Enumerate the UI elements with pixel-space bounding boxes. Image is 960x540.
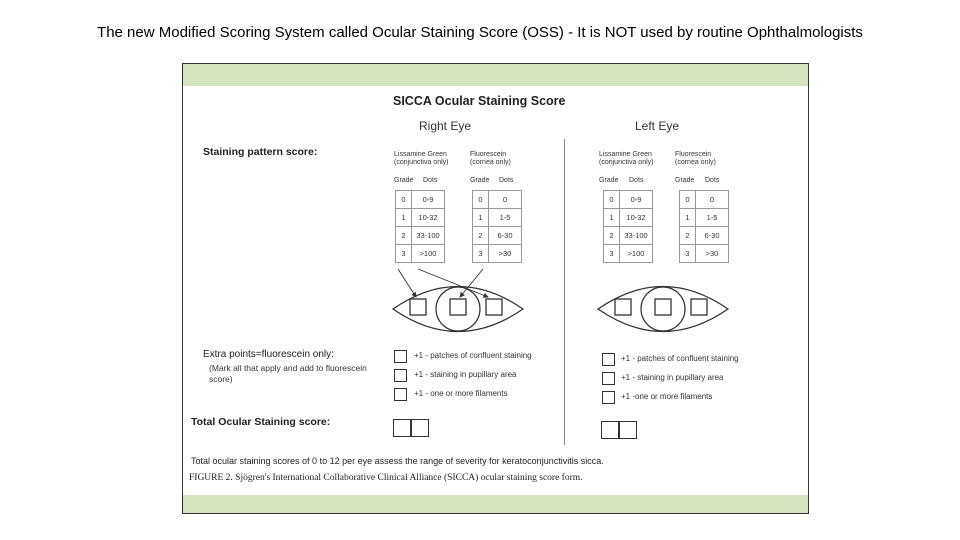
grade-cell: 3: [680, 245, 696, 263]
right-filaments-label: +1 - one or more filaments: [414, 389, 508, 398]
dots-cell: 6-30: [696, 227, 729, 245]
left-fluorescein-grade-head: Grade: [675, 177, 695, 184]
dots-cell: 33-100: [412, 227, 445, 245]
right-total-tens-box[interactable]: [393, 419, 411, 437]
grade-cell: 2: [680, 227, 696, 245]
right-confluent-label: +1 - patches of confluent staining: [414, 351, 532, 360]
nasal-conj-box: [615, 299, 631, 315]
form-title: SICCA Ocular Staining Score: [393, 94, 566, 108]
staining-pattern-label: Staining pattern score:: [203, 146, 318, 158]
dots-cell: 10-32: [620, 209, 653, 227]
table-row: [680, 227, 729, 245]
dots-cell: 0: [489, 191, 522, 209]
right-lissamine-dots-head: Dots: [423, 177, 438, 184]
left-fluorescein-dots-head: Dots: [705, 177, 720, 184]
left-fluorescein-table: [679, 190, 729, 263]
right-total-ones-box[interactable]: [411, 419, 429, 437]
temporal-conj-box: [410, 299, 426, 315]
slide-title: The new Modified Scoring System called Ocular Staining Score (OSS) - It is NOT used by routine Ophthalmologists: [97, 24, 863, 41]
dots-cell: 6-30: [489, 227, 522, 245]
total-score-label: Total Ocular Staining score:: [191, 416, 331, 428]
right-lissamine-header: Lissamine Green (conjunctiva only): [394, 151, 449, 166]
dots-cell: 0: [696, 191, 729, 209]
table-row: [680, 245, 729, 263]
arrow-nasal: [418, 269, 488, 297]
dots-cell: 33-100: [620, 227, 653, 245]
cornea-box: [450, 299, 466, 315]
dots-cell: 10-32: [412, 209, 445, 227]
figure-caption: FIGURE 2. Sjögren's International Collaborative Clinical Alliance (SICCA) ocular staining score form.: [189, 473, 583, 483]
grade-cell: 0: [396, 191, 412, 209]
grade-cell: 1: [396, 209, 412, 227]
left-total-ones-box[interactable]: [619, 421, 637, 439]
table-row: [396, 191, 445, 209]
temporal-conj-box: [691, 299, 707, 315]
right-confluent-checkbox[interactable]: [394, 350, 407, 363]
table-row: [604, 209, 653, 227]
grade-cell: 1: [473, 209, 489, 227]
dots-cell: 1-5: [489, 209, 522, 227]
figure-top-band: [183, 64, 808, 86]
grade-cell: 3: [396, 245, 412, 263]
summary-text: Total ocular staining scores of 0 to 12 per eye assess the range of severity for keratoconjunctivitis sicca.: [191, 456, 604, 466]
dots-cell: >100: [620, 245, 653, 263]
grade-cell: 3: [473, 245, 489, 263]
right-pupillary-checkbox[interactable]: [394, 369, 407, 382]
left-total-tens-box[interactable]: [601, 421, 619, 439]
dots-cell: 0-9: [620, 191, 653, 209]
left-pupillary-label: +1 - staining in pupillary area: [621, 373, 724, 382]
left-confluent-checkbox[interactable]: [602, 353, 615, 366]
right-lissamine-grade-head: Grade: [394, 177, 414, 184]
extra-points-label: Extra points=fluorescein only:: [203, 349, 334, 360]
table-row: [473, 191, 522, 209]
table-row: [604, 191, 653, 209]
grade-cell: 1: [680, 209, 696, 227]
table-row: [680, 191, 729, 209]
dots-cell: 0-9: [412, 191, 445, 209]
table-row: [604, 227, 653, 245]
table-row: [473, 245, 522, 263]
right-fluorescein-grade-head: Grade: [470, 177, 490, 184]
table-row: [396, 227, 445, 245]
left-eye-heading: Left Eye: [635, 119, 680, 133]
figure-bottom-band: [183, 495, 808, 513]
arrow-cornea: [460, 269, 483, 297]
dots-cell: >30: [489, 245, 522, 263]
table-row: [396, 209, 445, 227]
left-filaments-checkbox[interactable]: [602, 391, 615, 404]
left-lissamine-table: [603, 190, 653, 263]
arrow-temporal: [398, 269, 416, 297]
grade-cell: 0: [473, 191, 489, 209]
right-fluorescein-dots-head: Dots: [499, 177, 514, 184]
nasal-conj-box: [486, 299, 502, 315]
right-pupillary-label: +1 - staining in pupillary area: [414, 370, 517, 379]
dots-cell: >30: [696, 245, 729, 263]
grade-cell: 2: [473, 227, 489, 245]
right-fluorescein-header: Fluorescein (cornea only): [470, 151, 511, 166]
grade-cell: 2: [604, 227, 620, 245]
left-lissamine-header: Lissamine Green (conjunctiva only): [599, 151, 654, 166]
extra-points-subtext: (Mark all that apply and add to fluorescein score): [209, 363, 367, 384]
right-eye-heading: Right Eye: [419, 119, 472, 133]
left-pupillary-checkbox[interactable]: [602, 372, 615, 385]
left-confluent-label: +1 - patches of confluent staining: [621, 354, 739, 363]
left-lissamine-grade-head: Grade: [599, 177, 619, 184]
table-row: [396, 245, 445, 263]
table-row: [680, 209, 729, 227]
grade-cell: 1: [604, 209, 620, 227]
right-lissamine-table: [395, 190, 445, 263]
grade-cell: 0: [680, 191, 696, 209]
sicca-form-figure: [182, 63, 809, 514]
grade-cell: 2: [396, 227, 412, 245]
right-filaments-checkbox[interactable]: [394, 388, 407, 401]
eye-divider: [564, 139, 565, 445]
dots-cell: >100: [412, 245, 445, 263]
table-row: [473, 209, 522, 227]
right-eye-diagram: [388, 269, 528, 339]
grade-cell: 3: [604, 245, 620, 263]
left-eye-diagram: [593, 269, 733, 339]
right-fluorescein-table: [472, 190, 522, 263]
grade-cell: 0: [604, 191, 620, 209]
dots-cell: 1-5: [696, 209, 729, 227]
cornea-box: [655, 299, 671, 315]
left-lissamine-dots-head: Dots: [629, 177, 644, 184]
table-row: [473, 227, 522, 245]
left-filaments-label: +1 -one or more filaments: [621, 392, 713, 401]
table-row: [604, 245, 653, 263]
left-fluorescein-header: Fluorescein (cornea only): [675, 151, 716, 166]
